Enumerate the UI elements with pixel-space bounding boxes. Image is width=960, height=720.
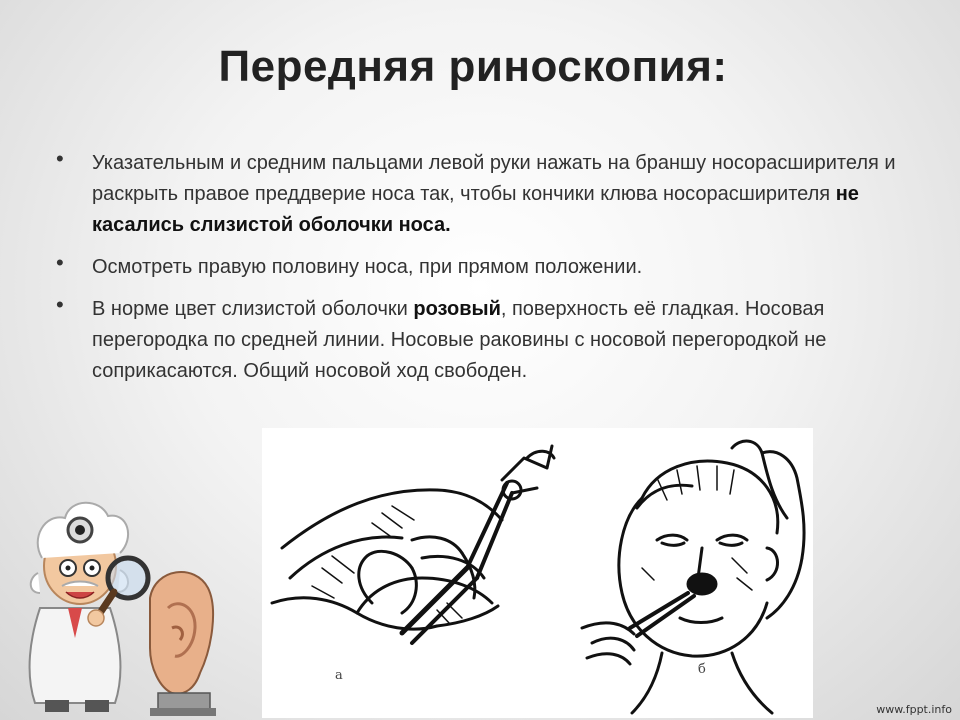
bullet-bold-text: розовый [413, 298, 501, 320]
figure-caption-b: б [698, 662, 706, 677]
bullet-text: Указательным и средним пальцами левой руки нажать на браншу носорасширителя и раскрыть правое преддверие носа так, чтобы кончики клюва носорасширителя [92, 152, 896, 205]
bullet-bold-text: не касались слизистой оболочки носа. [92, 183, 859, 236]
bullet-dot: • [56, 250, 64, 275]
bullet-dot: • [56, 146, 64, 171]
watermark: www.fppt.info [876, 703, 952, 716]
bullet-list [56, 148, 916, 398]
nasal-speculum-illustration-icon [262, 428, 813, 718]
slide-title: Передняя риноскопия: [218, 42, 728, 91]
bullet-text: Осмотреть правую половину носа, при прямом положении. [92, 256, 643, 278]
figure-caption-a: а [335, 668, 343, 683]
bullet-item [56, 294, 916, 387]
doctor-with-magnifier-clipart-icon [0, 488, 240, 720]
bullet-text: В норме цвет слизистой оболочки [92, 298, 414, 320]
bullet-dot: • [56, 292, 64, 317]
rhinoscopy-illustration [262, 428, 813, 718]
bullet-text-after: , поверхность её гладкая. Носовая перегородка по средней линии. Носовые раковины с носовой перегородкой не соприкасаются. Общий носовой ход свободен. [92, 298, 827, 382]
bullet-item [56, 252, 916, 283]
bullet-item [56, 148, 916, 241]
